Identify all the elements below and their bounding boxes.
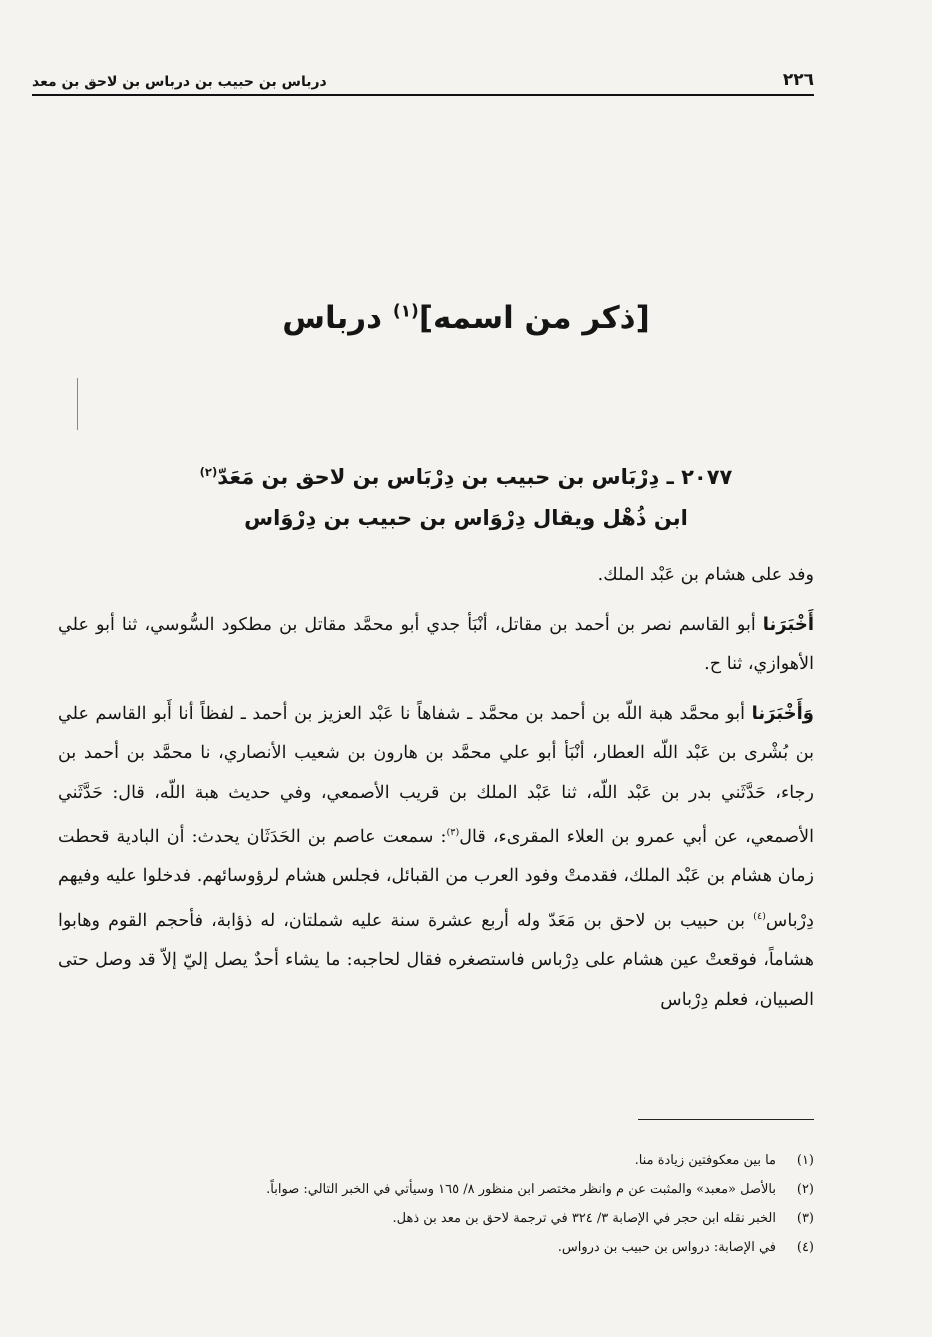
footnotes	[58, 1146, 814, 1262]
footnote: (١) ما بين معكوفتين زيادة منا.	[634, 1153, 814, 1168]
footnote: (٤) في الإصابة: درواس بن حبيب بن درواس.	[557, 1240, 814, 1255]
footnote-ref-3: (٣)	[446, 827, 460, 838]
footnote-ref-2: (٢)	[199, 465, 218, 479]
footnote-ref-1: (١)	[392, 301, 419, 322]
footnote-ref-4: (٤)	[753, 910, 766, 922]
paragraph-2-lead: أَخْبَرَنا	[762, 613, 814, 635]
paragraph-3-lead: وَأَخْبَرَنا	[751, 702, 814, 724]
margin-line	[77, 378, 78, 430]
running-title: درباس بن حبيب بن درباس بن لاحق بن معد	[32, 74, 327, 90]
footnote-separator	[638, 1119, 814, 1120]
section-title	[0, 300, 932, 336]
paragraph-3: وَأَخْبَرَنا أبو محمَّد هبة اللّه بن أحمد بن محمَّد ـ شفاهاً نا عَبْد العزيز بن أحمد ـ لفظاً أنا أَبو القاسم علي بن بُشْرى بن عَبْد اللّه العطار، أنْبَأ أبو علي محمَّد بن هارون بن شعيب الأنصاري، نا محمَّد بن أحمد بن رجاء، حَدَّثَني بدر بن عَبْد اللّه، ثنا عَبْد الملك بن قريب الأصمعي، وفي حديث هبة اللّه، قال: حَدَّثَني الأصمعي، عن أبي عمرو بن العلاء المقرىء، قال$^{(٣)}$: سمعت عاصم بن الحَدَثَان يحدث: أن البادية قحطت زمان هشام بن عَبْد الملك، فقدمتْ وفود العرب من القبائل، فجلس هشام لرؤوسائهم. فدخلوا عليه وفيهم دِرْباس$^{(٤)}$ بن حبيب بن لاحق بن مَعَدّ وله أربع عشرة سنة عليه شملتان، له ذؤابة، فأحجم القوم وهابوا هشاماً، فوقعتْ عين هشام على دِرْباس فاستصغره فقال لحاجبه: ما يشاء أحدٌ يصل إليّ إلاّ قد وصل حتى الصبيان، فعلم دِرْباس	[58, 702, 814, 1010]
paragraph-2: أَخْبَرَنا أبو القاسم نصر بن أحمد بن مقاتل، أنْبَأ جدي أبو محمَّد مقاتل بن مطكود السُّوسي، ثنا أبو علي الأهوازي، ثنا ح.	[58, 613, 814, 674]
body-text	[58, 556, 814, 1029]
running-header	[32, 62, 814, 96]
entry-heading-line1: ٢٠٧٧ ـ دِرْبَاس بن حبيب بن دِرْبَاس بن لاحق بن مَعَدّ$^{(٢)}$	[199, 465, 733, 489]
paragraph-1: وفد على هشام بن عَبْد الملك.	[597, 565, 814, 585]
footnote: (٣) الخبر نقله ابن حجر في الإصابة ٣/ ٣٢٤ في ترجمة لاحق بن معد بن ذهل.	[392, 1211, 814, 1226]
section-title-part1: [ذكر من اسمه]	[418, 300, 650, 336]
footnote: (٢) بالأصل «معبد» والمثبت عن م وانظر مختصر ابن منظور ٨/ ١٦٥ وسيأتي في الخبر التالي: صواباً.	[266, 1182, 814, 1197]
entry-heading	[0, 452, 932, 539]
section-title-part2: درباس	[282, 300, 393, 336]
page-number: ٢٢٦	[782, 70, 814, 90]
entry-heading-line2: ابن ذُهْل ويقال دِرْوَاس بن حبيب بن دِرْوَاس	[244, 506, 688, 530]
